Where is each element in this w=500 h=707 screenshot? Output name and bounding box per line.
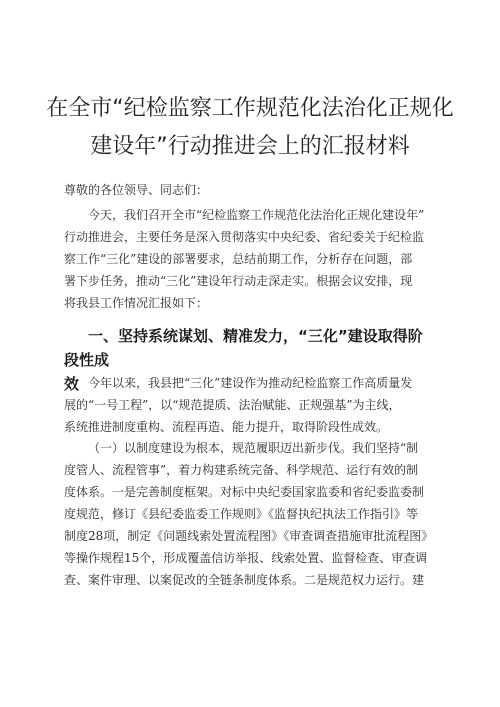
paragraph-line: 将我县工作情况汇报如下： (64, 296, 209, 310)
document-title (40, 90, 460, 166)
paragraph-line: 度规范，修订《县纪委监委工作规则》《监督执纪执法工作指引》等 (64, 507, 419, 521)
paragraph-opening (64, 204, 436, 314)
paragraph-overview (64, 372, 436, 438)
title-line-2: 建设年”行动推进会上的汇报材料 (90, 134, 410, 159)
paragraph-line: 今年以来，我县把“三化”建设作为推动纪检监察工作高质量发 (88, 376, 413, 390)
paragraph-line: 今天，我们召开全市“纪检监察工作规范化法治化正规化建设年” (88, 208, 425, 222)
paragraph-line: 署下步任务，推动“三化”建设年行动走深走实。根据会议安排，现 (64, 274, 413, 288)
paragraph-subsection-1 (64, 437, 436, 591)
salutation: 尊敬的各位领导、同志们： (64, 183, 209, 197)
heading-line: 效 (64, 375, 80, 393)
paragraph-line: 制度28项，制定《问题线索处置流程图》《审查调查措施审批流程图》 (64, 529, 434, 543)
paragraph-line: （一）以制度建设为根本，规范履职迈出新步伐。我们坚持“制 (88, 441, 419, 455)
paragraph-line: 等操作规程15个，形成覆盖信访举报、线索处置、监督检查、审查调 (64, 551, 428, 565)
heading-line: 一、坚持系统谋划、精准发力，“三化”建设取得阶段性成 (64, 327, 423, 369)
paragraph-line: 行动推进会，主要任务是深入贯彻落实中央纪委、省纪委关于纪检监 (64, 230, 425, 244)
paragraph-line: 查、案件审理、以案促改的全链条制度体系。二是规范权力运行。建 (64, 573, 425, 587)
paragraph-line: 展的“一号工程”，以“规范提质、法治赋能、正规强基”为主线， (64, 398, 401, 412)
paragraph-line: 察工作“三化”建设的部署要求，总结前期工作，分析存在问题，部 (64, 252, 413, 266)
paragraph-line: 系统推进制度重构、流程再造、能力提升，取得阶段性成效。 (64, 420, 389, 434)
title-line-1: 在全市“纪检监察工作规范化法治化正规化 (46, 96, 454, 121)
paragraph-line: 度管人、流程管事”，着力构建系统完备、科学规范、运行有效的制 (64, 463, 419, 477)
paragraph-line: 度体系。一是完善制度框架。对标中央纪委国家监委和省纪委监委制 (64, 485, 425, 499)
